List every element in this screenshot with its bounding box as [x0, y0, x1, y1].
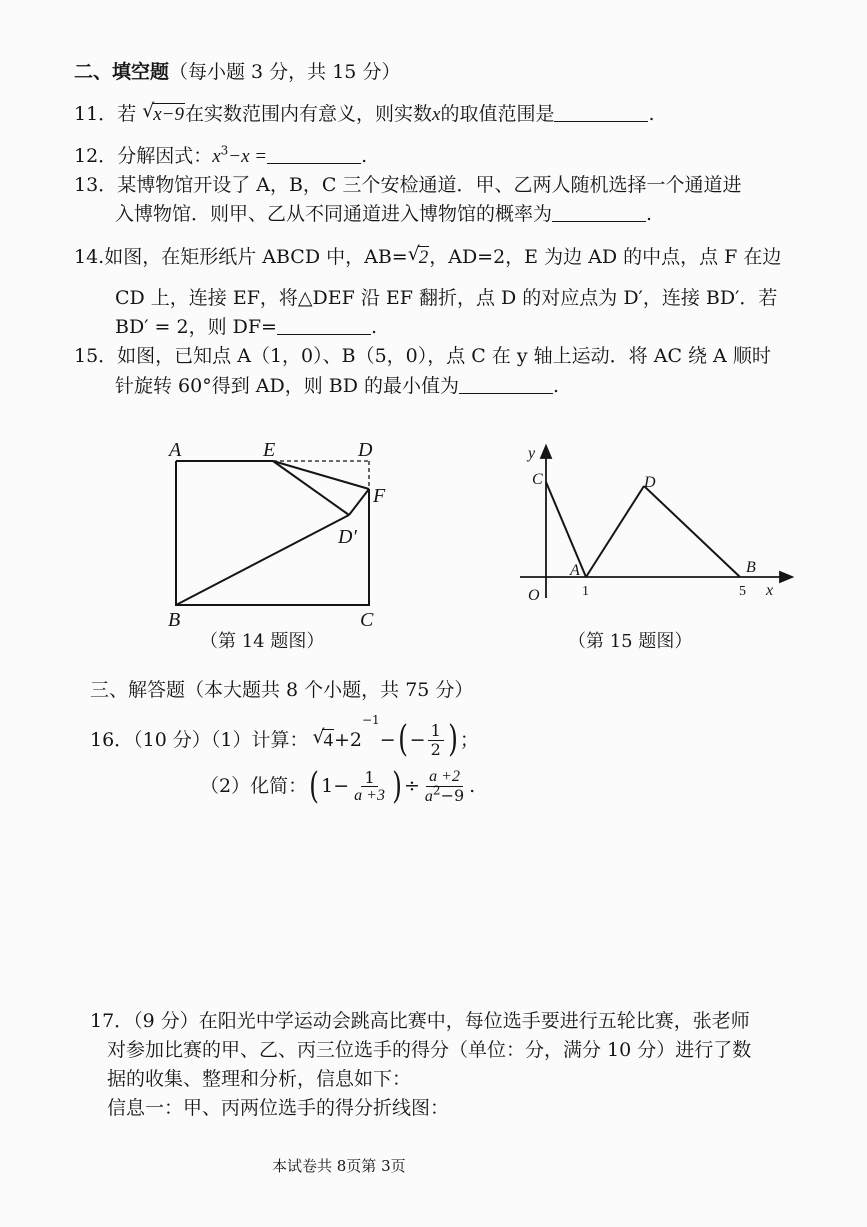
q11-end: .	[648, 103, 655, 125]
label-A: A	[169, 439, 182, 461]
tick-label-5: 5	[739, 584, 746, 599]
fraction-numerator: 1	[428, 722, 444, 741]
q15-end: .	[553, 375, 560, 397]
question-13-line-1	[74, 176, 742, 195]
fraction-a-plus-2-over-a2-minus-9	[422, 768, 467, 805]
label-B: B	[746, 559, 756, 576]
q16-one-minus: 1−	[321, 775, 350, 798]
segment-DB	[644, 486, 740, 577]
question-15-line-2	[115, 377, 559, 396]
q12-end: .	[361, 145, 368, 167]
label-E: E	[263, 439, 276, 461]
label-C: C	[532, 471, 543, 488]
q12-expr-rest: −x =	[228, 146, 268, 167]
denominator-rest: −9	[440, 785, 465, 805]
question-17-line-2: 对参加比赛的甲、乙、丙三位选手的得分（单位：分，满分 10 分）进行了数	[107, 1039, 752, 1061]
fraction-one-half	[428, 722, 444, 758]
q13-answer-blank[interactable]	[552, 221, 646, 222]
section-2-note: （每小题 3 分，共 15 分）	[169, 61, 401, 83]
y-axis-arrow	[541, 446, 551, 458]
label-D: D	[358, 439, 373, 461]
page-footer: 本试卷共 8页第 3页	[272, 1157, 406, 1175]
label-F: F	[373, 485, 386, 507]
question-17-line-4: 信息一：甲、丙两位选手的得分折线图：	[107, 1097, 450, 1119]
denominator-exponent: 2	[432, 783, 441, 798]
division-sign: ÷	[404, 775, 420, 798]
q12-answer-blank[interactable]	[267, 163, 361, 164]
q16-negative: −	[409, 728, 426, 751]
label-O: O	[528, 587, 540, 604]
sqrt-symbol: √	[312, 725, 325, 748]
section-3-heading: 三、解答题（本大题共 8 个小题，共 75 分）	[90, 679, 474, 701]
q16-heading: 16．（10 分）（1）计算：	[90, 728, 309, 751]
label-A: A	[570, 562, 580, 579]
question-11	[74, 100, 655, 125]
right-paren: )	[447, 719, 458, 761]
q11-text: 若	[117, 103, 137, 125]
edge-FD-prime	[349, 489, 369, 515]
q16-part2-end: .	[469, 775, 476, 798]
q11-variable: x	[432, 104, 441, 125]
question-14-line-2	[115, 289, 777, 308]
q15-text-1: 15．如图，已知点 A（1，0）、B（5，0），点 C 在 y 轴上运动．将 AC 绕 A 顺时	[74, 345, 771, 367]
q11-number: 11．	[74, 103, 118, 125]
q14-text-2: CD 上，连接 EF，将△DEF 沿 EF 翻折，点 D 的对应点为 D′，连接 BD′．若	[115, 287, 778, 309]
segment-BD-prime	[176, 515, 349, 605]
segment-AD	[586, 486, 644, 577]
fraction-numerator: 1	[361, 769, 377, 788]
figure-15	[510, 438, 795, 608]
question-17-line-1: 17．（9 分）在阳光中学运动会跳高比赛中，每位选手要进行五轮比赛，张老师	[90, 1010, 750, 1032]
sqrt-symbol: √	[407, 243, 420, 265]
segment-CA	[546, 482, 586, 577]
q13-text-2: 入博物馆．则甲、乙从不同通道进入博物馆的概率为	[115, 203, 553, 225]
label-y: y	[528, 445, 536, 462]
fraction-1-over-a-plus-3	[351, 769, 388, 805]
question-16-part-1: 16．（10 分）（1）计算： √ 4 +2 −1 − ( − $\frac{1}{2}$ ) ；	[90, 713, 479, 761]
tick-label-1: 1	[582, 584, 589, 599]
label-D-prime: D′	[338, 526, 357, 548]
q12-exponent: 3	[220, 143, 229, 158]
question-12	[74, 143, 368, 167]
q14-answer-blank[interactable]	[277, 334, 371, 335]
q13-number: 13．	[74, 174, 118, 196]
edge-ED-prime	[273, 461, 349, 515]
question-17-line-3: 据的收集、整理和分析，信息如下：	[107, 1068, 412, 1090]
question-15-line-1	[74, 347, 771, 366]
question-14-line-1	[74, 243, 782, 268]
q11-answer-blank[interactable]	[554, 121, 648, 122]
q11-text-post: 的取值范围是	[440, 103, 555, 125]
figure-15-caption: （第 15 题图）	[568, 631, 693, 652]
right-paren: )	[392, 765, 402, 807]
q14-text-3: BD′ = 2，则 DF=	[115, 316, 277, 338]
q14-text-1a: 14.如图，在矩形纸片 ABCD 中，AB=	[74, 246, 408, 268]
q15-text-2: 针旋转 60°得到 AD，则 BD 的最小值为	[115, 375, 459, 397]
q16-part1-end: ；	[459, 728, 479, 751]
q14-radicand: 2	[418, 247, 429, 268]
q12-number: 12．	[74, 145, 118, 167]
q16-radicand: 4	[323, 729, 333, 751]
q14-radical	[407, 243, 430, 268]
fraction-numerator: a +2	[426, 768, 463, 787]
label-B: B	[168, 609, 181, 631]
question-14-line-3	[115, 318, 377, 337]
question-13-line-2	[115, 205, 652, 224]
figure-14	[160, 430, 400, 635]
section-2-heading	[74, 63, 400, 82]
fraction-denominator: a +3	[354, 787, 385, 805]
figure-14-caption: （第 14 题图）	[200, 631, 325, 652]
fold-line-EF	[273, 461, 369, 489]
q12-x: x	[212, 146, 221, 167]
q16-part2-heading: （2）化简：	[200, 775, 308, 798]
x-axis-arrow	[780, 572, 792, 582]
q16-radical	[312, 725, 334, 751]
fraction-denominator: 2	[430, 739, 441, 759]
q14-text-1b: ，AD=2，E 为边 AD 的中点，点 F 在边	[429, 246, 782, 268]
q13-text-1: 某博物馆开设了 A，B，C 三个安检通道．甲、乙两人随机选择一个通道进	[117, 174, 742, 196]
q12-text: 分解因式：	[117, 145, 213, 167]
q13-end: .	[646, 203, 653, 225]
label-C: C	[360, 609, 374, 631]
q11-text-mid: 在实数范围内有意义，则实数	[185, 103, 433, 125]
fraction-denominator	[422, 783, 467, 806]
q11-radicand: x−9	[153, 104, 185, 125]
left-paren: (	[397, 719, 408, 761]
q15-answer-blank[interactable]	[459, 393, 553, 394]
left-paren: (	[309, 765, 320, 807]
q14-end: .	[370, 316, 378, 338]
section-2-title: 二、填空题	[74, 61, 170, 83]
q16-plus-two: +2	[333, 728, 362, 751]
question-16-part-2	[200, 765, 476, 807]
q11-radical	[142, 100, 185, 125]
denominator-a: a	[424, 787, 433, 805]
label-x: x	[766, 582, 774, 599]
sqrt-symbol: √	[142, 100, 155, 122]
q16-minus: −	[379, 728, 396, 751]
label-D: D	[644, 474, 656, 491]
